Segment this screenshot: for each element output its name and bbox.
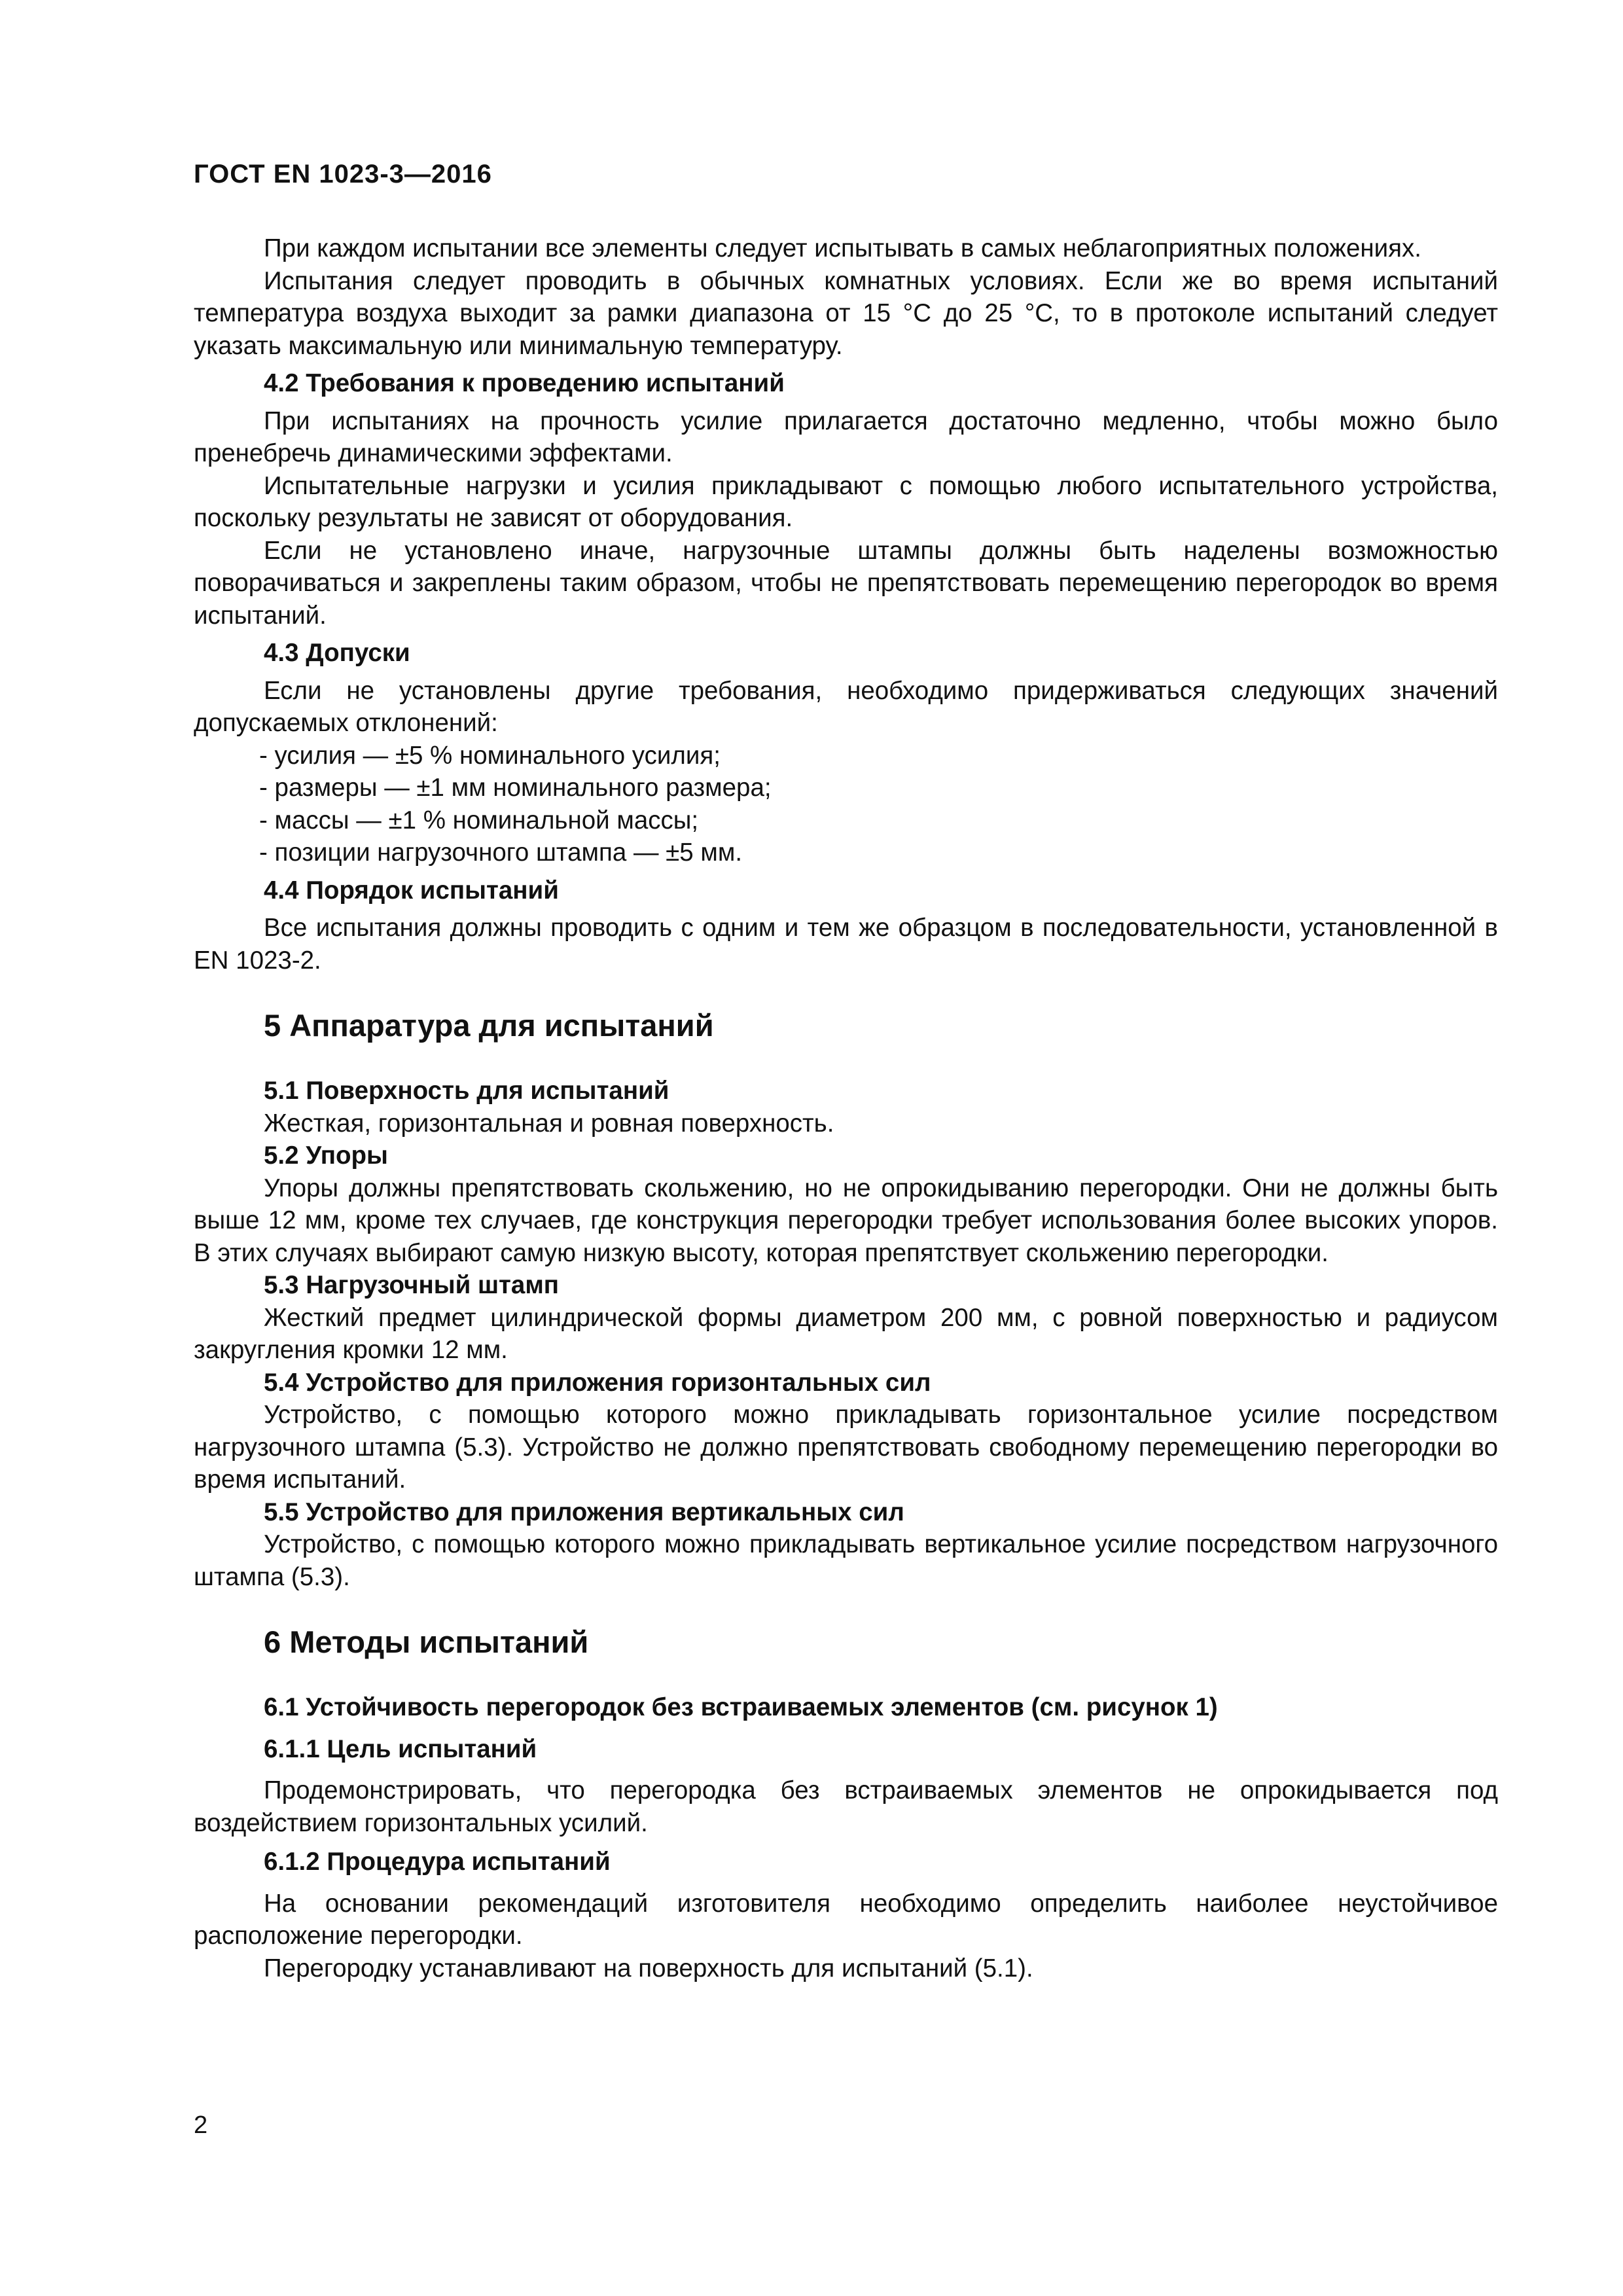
section-heading-5: 5 Аппаратура для испытаний [264,1008,714,1043]
paragraph: Продемонстрировать, что перегородка без встраиваемых элементов не опрокидывается под воздействием горизонтальных усилий. [194,1776,1498,1837]
section-heading-6-1-1: 6.1.1 Цель испытаний [264,1734,537,1763]
section-heading-5-1: 5.1 Поверхность для испытаний [264,1077,669,1105]
section-heading-6: 6 Методы испытаний [264,1624,589,1659]
paragraph: Устройство, с помощью которого можно прикладывать горизонтальное усилие посредством нагрузочного штампа (5.3). Устройство не должно препятствовать свободному перемещению перегородки во время испытаний. [194,1401,1498,1494]
section-heading-5-5: 5.5 Устройство для приложения вертикальных сил [264,1498,904,1526]
list-item: - усилия — ±5 % номинального усилия; [259,740,1498,772]
section-heading-5-4: 5.4 Устройство для приложения горизонтальных сил [264,1368,931,1397]
paragraph: Испытательные нагрузки и усилия прикладывают с помощью любого испытательного устройства, поскольку результаты не зависят от оборудования. [194,471,1498,532]
page-number: 2 [194,2111,208,2139]
paragraph: При испытаниях на прочность усилие прилагается достаточно медленно, чтобы можно было пренебречь динамическими эффектами. [194,406,1498,467]
section-heading-6-1: 6.1 Устойчивость перегородок без встраиваемых элементов (см. рисунок 1) [264,1693,1218,1721]
list-item: - размеры — ±1 мм номинального размера; [259,772,1498,804]
paragraph: Перегородку устанавливают на поверхность для испытаний (5.1). [264,1954,1033,1982]
paragraph: Упоры должны препятствовать скольжению, но не опрокидыванию перегородки. Они не должны быть выше 12 мм, кроме тех случаев, где конструкция перегородки требует использования более высоких упоров. В этих случаях выбирают самую низкую высоту, которая препятствует скольжению перегородки. [194,1174,1498,1267]
paragraph: Жесткая, горизонтальная и ровная поверхность. [264,1109,834,1138]
section-heading-5-3: 5.3 Нагрузочный штамп [264,1271,560,1299]
section-heading-4-3: 4.3 Допуски [264,639,410,667]
standard-designation: ГОСТ EN 1023-3—2016 [194,160,492,188]
paragraph: Если не установлены другие требования, необходимо придерживаться следующих значений допускаемых отклонений: [194,676,1498,737]
section-heading-5-2: 5.2 Упоры [264,1141,388,1170]
paragraph: Устройство, с помощью которого можно прикладывать вертикальное усилие посредством нагрузочного штампа (5.3). [194,1530,1498,1591]
list-item: - позиции нагрузочного штампа — ±5 мм. [259,836,1498,869]
section-heading-4-2: 4.2 Требования к проведению испытаний [264,369,785,397]
paragraph: На основании рекомендаций изготовителя необходимо определить наиболее неустойчивое расположение перегородки. [194,1889,1498,1950]
paragraph: Если не установлено иначе, нагрузочные штампы должны быть наделены возможностью поворачиваться и закреплены таким образом, чтобы не препятствовать перемещению перегородок во время испытаний. [194,536,1498,630]
section-heading-4-4: 4.4 Порядок испытаний [264,876,559,905]
paragraph: Жесткий предмет цилиндрической формы диаметром 200 мм, с ровной поверхностью и радиусом закругления кромки 12 мм. [194,1303,1498,1364]
section-heading-6-1-2: 6.1.2 Процедура испытаний [264,1848,611,1876]
paragraph: При каждом испытании все элементы следует испытывать в самых неблагоприятных положениях. [264,234,1421,262]
paragraph: Все испытания должны проводить с одним и тем же образцом в последовательности, установленной в EN 1023-2. [194,914,1498,975]
paragraph: Испытания следует проводить в обычных комнатных условиях. Если же во время испытаний температура воздуха выходит за рамки диапазона от 15 °C до 25 °C, то в протоколе испытаний следует указать максимальную или минимальную температуру. [194,266,1498,360]
list-item: - массы — ±1 % номинальной массы; [259,804,1498,837]
document-body [194,232,1498,1984]
tolerance-list [194,740,1498,869]
